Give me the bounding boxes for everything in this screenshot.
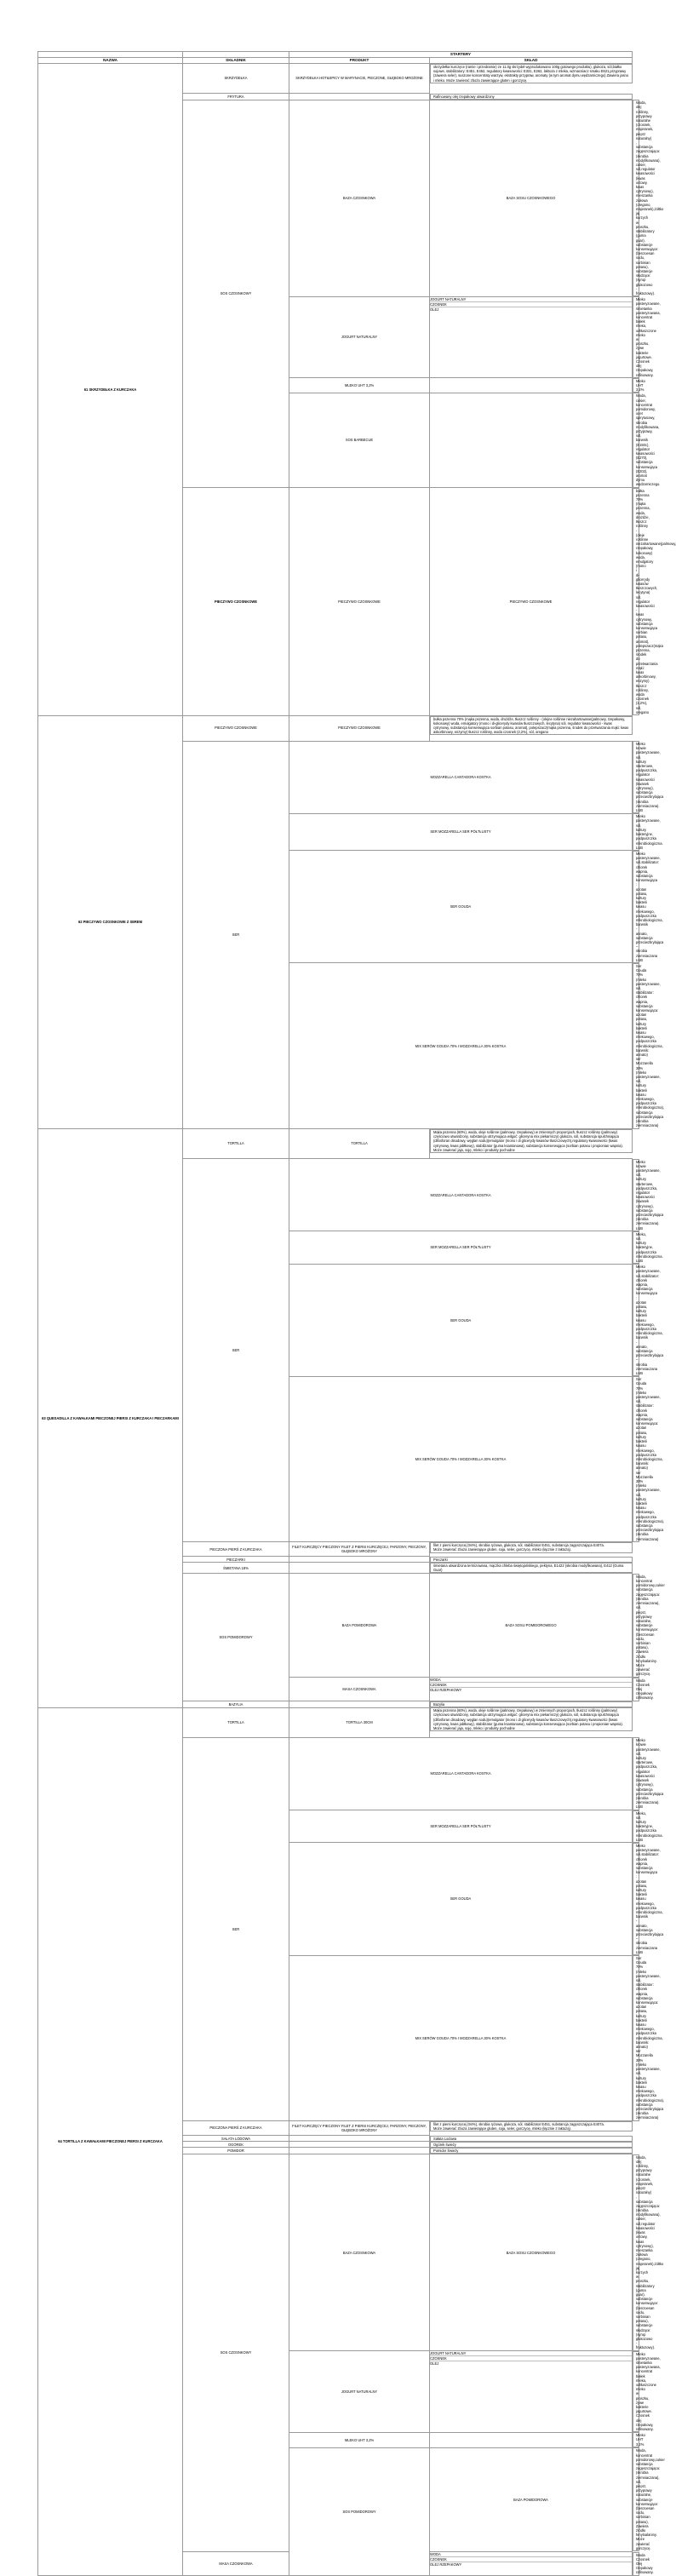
ingredients-text: Rafinowany olej rzepakowy utwardzony: [430, 94, 633, 100]
ingredients-text: Mąka pszenna (60%), woda, oleje roślinne (palmowy, rzepakowy) w zmiennych proporcjach, tłuszcz roślinny (palmowy) częściowo utwardzony, substancja utrzymująca wilgoć: gliceryna mix piekarniczy( glukoza, sól, substancja spulchniająca (difosforan disodowy, węglan sodu)(emulgator (mono i di glicerydy kwasów tłuszczowych),regulatory kwasowości (kwas cytrynowy, kwas jabłkowy), stabilizator (guma ksantanowa), substancja konserwująca (sorbian potasu i propionian wapnia). Może zawierać jaja, soję, mleko i produkty pochodne: [430, 1129, 633, 1153]
ingredients-text: Mleko pasteryzowane, sól, kultury bakteryjne, podpuszczka mikrobiologiczna. LUB: [633, 813, 639, 851]
sub-component-name: BAZA CZOSNKOWA: [289, 2154, 430, 2351]
ingredients-text: Mleko pasteryzowane, sól,stabilizator: chlorek wapnia, substancja konserwująca : azotan potasu, kultury bakterii kwasu mlekowego, podpuszczka mikrobiologiczna, barwnik - annato, substancja przeciwzbrylająca – skrobia ziemniaczana LUB: [633, 851, 639, 963]
product-name: BAZA SOSU CZOSNKOWEGO: [430, 100, 633, 296]
product-name: [289, 2142, 430, 2148]
component-name: PIECZARKI: [183, 1557, 289, 1563]
product-name: [289, 1557, 430, 1563]
product-name: BAZA SOSU CZOSNKOWEGO: [430, 2154, 633, 2351]
product-name: MIX SERÓW GOUDA 70% I MOZZARELLA 30% KOSTKA: [289, 963, 633, 1129]
ingredients-text: Mleko krowie pasteryzowane, sól, kultury starterowe, podpuszczka, regulator kwasowości (kwasek cytrynowy), substancja przeciwzbrylająca (skrobia ziemniaczana). LUB: [633, 1159, 639, 1231]
product-name: [289, 1563, 430, 1574]
sub-component-name: MASA CZOSNKOWA: [183, 2551, 289, 2576]
product-name: [430, 2432, 633, 2447]
ingredients-text: Woda, koncentrat pomidorowy,cukier substancja zagęszczająca: (skrobia ziemniaczana), sól, pieprz, przyprawy naturalne, substancje konserwujące: (benzoesan sodu, sorbinian potasu), Zawiera źródło fenyloalaniny. Może zawierać gorczycę.: [633, 1574, 639, 1678]
ingredients-text: Mąka pszenna (60%), woda, oleje roślinne (palmowy, rzepakowy) w zmiennych proporcjach, tłuszcz roślinny (palmowy) częściowo utwardzony, substancja utrzymująca wilgoć: gliceryna mix piekarniczy( glukoza, sól, substancja spulchniająca (difosforan disodowy, węglan sodu)(emulgator (mono i di glicerydy kwasów tłuszczowych),regulatory kwasowości (kwas cytrynowy, kwas jabłkowy), stabilizator (guma ksantanowa), substancja konserwująca (sorbian potasu i propionian wapnia). Może zawierać jaja, soję, mleko i produkty pochodne: [430, 1707, 633, 1731]
component-name: SOS CZOSNKOWY: [183, 100, 289, 487]
title-row: [38, 52, 633, 58]
sub-component-name: JOGURT NATURALNY: [289, 296, 430, 378]
product-name: FILET KURCZĘCY PIECZONY FILET Z PIERSI KURCZĘCEJ, PARZONY, PIECZONY, GŁĘBOKO MROŻONY: [289, 2121, 430, 2136]
component-name: PIECZONA PIERŚ Z KURCZAKA: [183, 2121, 289, 2136]
component-name: SOS BARBECUE: [289, 393, 430, 487]
product-line: OLEJ RZEPAKOWY: [430, 1688, 462, 1693]
component-name: POMIDOR: [183, 2148, 289, 2154]
dish-name: 64 TORTILLA Z KAWAŁKAMI PIECZONEJ PIERSI Z KURCZAKA: [38, 1707, 183, 2575]
sub-component-name: MASA CZOSNKOWA: [289, 1678, 430, 1701]
col-header-skladnik: SKŁADNIK: [183, 58, 289, 64]
product-line: JOGURT NATURALNY: [430, 2351, 632, 2356]
product-name: [289, 2148, 430, 2154]
ingredients-text: Woda, cukier, koncentrat pomidorowy, ocet spirytusowy, skrobia modyfikowana, przyprawy, sól, barwnik (E150c), regulator kwasowości (E270), substancja konserwująca (E202), aromat dymu wędzarniczego.: [633, 393, 639, 487]
ingredients-text: Ser Gouda 70% (mleko pasteryzowane, sól, stabilizator: chlorek wapnia, substancja konserwująca: azotan potasu, kultury bakterii kwasu mlekowego, podpuszczka mikrobiologiczna, barwnik: annato) ser Mozzarella 30% (mleko pasteryzowane, sól, kultury bakterii kwasu mlekowego, podpuszczka mikrobiologiczna), substancja przeciwzbrylająca (skrobia ziemniaczana): [633, 1955, 639, 2121]
product-line: OLEJ RZEPAKOWY: [430, 2562, 462, 2567]
ingredients-text: Mleko pasteryzowane, śmietanka pasteryzowana, koncentrat białek mleka, odtłuszczone mleko w proszku, żywe bakterie jogurtowe. Czosnek olej rzepakowy, rafinowany.: [633, 296, 639, 378]
product-name: [289, 1701, 430, 1708]
product-line: CZOSNEK: [430, 2557, 632, 2562]
product-name: TORTILLA 30CM: [289, 1707, 430, 1737]
sub-component-name: BAZA POMIDOROWA: [289, 1574, 430, 1678]
component-name: FRYTURA: [183, 94, 289, 100]
ingredients-text: bułka pszenna 70% (mąka pszenna, woda, drożdże, tłuszcz roślinny - (oleje roślinne niezahartowane(palmowy, rzepakowy, kokosowy) woda, emulgatory (mono i di-glicerydy kwasów tłuszczowych, lecytyna) sól, regulator kwasowości - kwas cytrynowy, substancja konserwująca sorbian potasu, aromat), polepszacz(mąka pszenna, środek do przetwarzania mąki: kwas askorbinowy, enzymy) tłuszcz roślinny, woda czosnek (2,2%), sól, oregano: [633, 488, 639, 715]
ingredients-text: śmietana utwardzona termizowana, mączka chleba świętojańskiego, pektyna, E1422 (skrobia modyfikowana), E412 (Guma Guar): [430, 1563, 633, 1573]
ingredients-text: Mleko, sól, kultury bakteryjne, podpuszczka mikrobiologiczna. LUB: [633, 1231, 639, 1264]
component-name: SER: [183, 1737, 289, 2120]
component-name: PIECZYWO CZOSNKOWE: [289, 488, 430, 715]
col-header-nazwa: NAZWA: [38, 58, 183, 64]
ingredients-text: Pieczarki: [430, 1557, 633, 1563]
ingredients-text: Ser Gouda 70% (mleko pasteryzowane, sól, stabilizator: chlorek wapnia, substancja konserwująca: azotan potasu, kultury bakterii kwasu mlekowego, podpuszczka mikrobiologiczna, barwnik: annato) ser Mozzarella 30% (mleko pasteryzowane, sól, kultury bakterii kwasu mlekowego, podpuszczka mikrobiologiczna), substancja przeciwzbrylająca (skrobia ziemniaczana): [633, 963, 639, 1129]
ingredients-text: Woda Czosnek Olej rzepakowy rafinowany.: [633, 1678, 639, 1701]
component-name: TORTILLA: [183, 1129, 289, 1159]
ingredients-table-body: [38, 52, 676, 2576]
col-header-produkt: PRODUKT: [289, 58, 430, 64]
component-name: SKRZYDEŁKA: [183, 64, 289, 94]
product-name: MOZZARELLA CANTADORA KOSTKA: [289, 1159, 633, 1231]
product-name: [430, 1678, 633, 1701]
product-line: WODA: [430, 2552, 632, 2557]
product-name: [430, 2551, 633, 2576]
ingredients-text: Mleko UHT 3,2%: [633, 2432, 639, 2447]
product-name: SKRZYDEŁKA HOT&SPICY W MARYNACIE, PIECZONE, GŁĘBOKO MROŻONE: [289, 64, 430, 94]
dish-name: 61 SKRZYDEŁKA Z KURCZAKA: [38, 64, 183, 716]
product-name: MIX SERÓW GOUDA 70% I MOZZARELLA 30% KOSTKA: [289, 1376, 633, 1542]
product-name: SER MOZZARELLA SER PÓŁTŁUSTY: [289, 1810, 633, 1843]
component-name: PIECZONA PIERŚ Z KURCZAKA: [183, 1542, 289, 1557]
dish-name: 62 PIECZYWO CZOSNKOWE Z SEREM: [38, 715, 183, 1128]
table-row: [38, 1129, 633, 1159]
sub-component-name: JOGURT NATURALNY: [289, 2351, 430, 2433]
dish-name: 63 QUESADILLA Z KAWAŁKAMI PIECZONEJ PIERSI Z KURCZAKA I PIECZARKAMI: [38, 1129, 183, 1708]
ingredients-text: Woda, koncentrat pomidorowy,cukier substancja zagęszczająca: (skrobia ziemniaczana), sól, pieprz, przyprawy naturalne, substancje konserwujące: (benzoesan sodu, sorbinian potasu), Zawiera źródło fenyloalaniny. Może zawierać gorczycę.: [633, 2447, 639, 2551]
component-name: ŚMIETANA 18%: [183, 1563, 289, 1574]
product-name: FILET KURCZĘCY PIECZONY FILET Z PIERSI KURCZĘCEJ, PARZONY, PIECZONY, GŁĘBOKO MROŻONY: [289, 1542, 430, 1557]
component-name: SER: [183, 1159, 289, 1542]
allergen-sheet: [37, 51, 676, 2576]
component-name: BAZYLIA: [183, 1701, 289, 1708]
header-row: [38, 58, 633, 64]
product-line: CZOSNEK: [430, 2356, 632, 2361]
ingredients-text: Woda, olej roślinny, przyprawy naturalne (czosnek, majeranek, pieprz naturalny) , substancja zagęszczająca: (skrobia modyfikowana), cukier, sól,regulator kwasowości (kwas octowy, kwas cytrynowy), mieszanka ziołowa (oregano, majeranek),żółtko jaj kurzych w proszku, stabilizatory (guma guar), substancje konserwujące: (benzoesan sodu, sorbinian potasu), substancje słodzące: (syrop glukozowo - fruktozowy).: [633, 100, 639, 296]
component-name: PIECZYWO CZOSNKOWE: [183, 715, 289, 741]
product-name: SER GOUDA: [289, 1843, 633, 1955]
component-name: SOS POMIDOROWY: [289, 2447, 430, 2575]
sub-component-name: BAZA CZOSNKOWA: [289, 100, 430, 296]
ingredients-text: Ogórek świeży: [430, 2142, 633, 2148]
ingredients-text: Mleko pasteryzowane, sól,stabilizator: chlorek wapnia, substancja konserwująca : azotan potasu, kultury bakterii kwasu mlekowego, podpuszczka mikrobiologiczna, barwnik - annato, substancja przeciwzbrylająca – skrobia ziemniaczana LUB: [633, 1843, 639, 1955]
product-name: [430, 393, 633, 487]
table-title: STARTERY: [289, 52, 633, 58]
ingredients-text: Mleko krowie pasteryzowane, sól, kultury starterowe, podpuszczka, regulator kwasowości (kwasek cytrynowy), substancja przeciwzbrylająca (skrobia ziemniaczana). LUB: [633, 741, 639, 813]
ingredients-text: Mleko pasteryzowane, sól,stabilizator: chlorek wapnia, substancja konserwująca : azotan potasu, kultury bakterii kwasu mlekowego, podpuszczka mikrobiologiczna, barwnik - annato, substancja przeciwzbrylająca – skrobia ziemniaczana LUB: [633, 1264, 639, 1376]
product-name: [430, 2351, 633, 2433]
component-name: SAŁATA LODOWA: [183, 2136, 289, 2142]
sub-component-name: BAZA POMIDOROWA: [430, 2447, 633, 2551]
component-name: SER: [183, 741, 289, 1128]
product-name: MOZZARELLA CANTADORA KOSTKA: [289, 741, 633, 813]
product-name: [289, 94, 430, 100]
component-name: SOS POMIDOROWY: [183, 1574, 289, 1701]
component-name: SOS CZOSNKOWY: [183, 2154, 289, 2551]
ingredients-text: Bazylia: [430, 1701, 633, 1707]
product-name: TORTILLA: [289, 1129, 430, 1159]
product-line: OLEJ: [430, 307, 439, 313]
ingredients-text: Mleko pasteryzowane, śmietanka pasteryzowana, koncentrat białek mleka, odtłuszczone mleko w proszku, żywe bakterie jogurtowe. Czosnek olej rzepakowy, rafinowany.: [633, 2351, 639, 2433]
table-row: [38, 1707, 633, 1737]
ingredients-text: Mleko UHT 3,2%: [633, 378, 639, 393]
product-name: [430, 296, 633, 378]
ingredients-text: filet z piersi kurczęcej (94%), skrobia ryżowa, glukoza, sól, stabilizator E451, substancja zagęszczająca E407a. Może zawierać zboża zawierające gluten, soja, seler, gorczycę, mleko (łącznie z laktozą).: [430, 1542, 633, 1552]
ingredients-text: Pomidor Świeży: [430, 2148, 633, 2154]
ingredients-text: Mleko, sól, kultury bakteryjne, podpuszczka mikrobiologiczna. LUB: [633, 1810, 639, 1843]
table-row: [38, 64, 633, 94]
product-name: PIECZYWO CZOSNKOWE: [289, 715, 430, 741]
ingredients-text: Woda, olej roślinny, przyprawy naturalne (czosnek, majeranek, pieprz naturalny) , substancja zagęszczająca: (skrobia modyfikowana), cukier, sól,regulator kwasowości (kwas octowy, kwas cytrynowy), mieszanka ziołowa (oregano, majeranek),żółtko jaj kurzych w proszku, stabilizatory (guma guar), substancje konserwujące: (benzoesan sodu, sorbinian potasu), substancje słodzące: (syrop glukozowo - fruktozowy).: [633, 2154, 639, 2351]
sub-component-name: MLEKO UHT 3,2%: [289, 2432, 430, 2447]
ingredients-text: skrzydełka kurczęce (ramie i przedramie) ze 11.0g skrzydeł wyprodukowano 100g gotowego produktu), glukoza, sól,białko sojowe, stabilizatory: E451, E452, regulatory kwasowości: E331, E262, laktoza z mleka, wzmacniacz smaku E621,przyprawy (zawiera seler), suszone koncentraty warzyw, ekstrakty przypraw, aromaty (w tym aromat dymu wędzarniczego) Zawiera jasno i mleko. Może zawierać zboża zawierające gluten i gorczycę.: [430, 64, 633, 83]
product-line: WODA: [430, 1678, 632, 1683]
dish-name: PIECZYWO CZOSNKOWE: [183, 488, 289, 715]
product-line: JOGURT NATURALNY: [430, 297, 632, 302]
product-name: [430, 378, 633, 393]
ingredients-text: Woda Czosnek Olej rzepakowy rafinowany.: [633, 2552, 639, 2576]
ingredients-text: Sałata Lodowa: [430, 2136, 633, 2142]
ingredients-text: bułka pszenna 70% (mąka pszenna, woda, drożdże, tłuszcz roślinny - (olejne roślinne niezahartowane(palmowy, rzepakowy, kokosowy) woda, emulgatory (mono i di-glicerydy kwasów tłuszczowych, lecytyna) sól, regulator kwasowości - kwas cytrynowy, substancja konserwująca sorbian potasu, aromat), polepszacz(mąka pszenna, środek do przetwarzania mąki: kwas askorbinowy, enzymy) tłuszcz roślinny, woda czosnek (2,2%), sól, oregano: [430, 716, 633, 736]
ingredients-text: Mleko krowie pasteryzowane, sól, kultury starterowe, podpuszczka, regulator kwasowości (kwasek cytrynowy), substancja przeciwzbrylająca (skrobia ziemniaczana). LUB: [633, 1737, 639, 1810]
product-name: SER MOZZARELLA SER PÓŁTŁUSTY: [289, 1231, 633, 1264]
product-line: CZOSNEK: [430, 302, 632, 307]
col-header-sklad: SKŁAD: [430, 58, 633, 64]
component-name: TORTILLA: [183, 1707, 289, 1737]
product-line: CZOSNEK: [430, 1683, 632, 1688]
product-name: BAZA SOSU POMIDOROWEGO: [430, 1574, 633, 1678]
product-name: [289, 2136, 430, 2142]
product-name: MOZZARELLA CANTADORA KOSTKA: [289, 1737, 633, 1810]
product-name: MIX SERÓW GOUDA 70% I MOZZARELLA 30% KOSTKA: [289, 1955, 633, 2121]
product-name: SER MOZZARELLA SER PÓŁTŁUSTY: [289, 813, 633, 851]
product-line: OLEJ: [430, 2361, 439, 2367]
component-name: OGÓREK: [183, 2142, 289, 2148]
product-name: SER GOUDA: [289, 851, 633, 963]
ingredients-table: [37, 51, 676, 2576]
product-name: PIECZYWO CZOSNKOWE: [430, 488, 633, 715]
ingredients-text: filet z piersi kurczęcej (94%), skrobia ryżowa, glukoza, sól, stabilizator E451, substancja zagęszczająca E407a. Może zawierać zboża zawierające gluten, soja, seler, gorczycę, mleko (łącznie z laktozą).: [430, 2121, 633, 2131]
ingredients-text: Ser Gouda 70% (mleko pasteryzowane, sól, stabilizator: chlorek wapnia, substancja konserwująca: azotan potasu, kultury bakterii kwasu mlekowego, podpuszczka mikrobiologiczna, barwnik: annato) ser Mozzarella 30% (mleko pasteryzowane, sól, kultury bakterii kwasu mlekowego, podpuszczka mikrobiologiczna), substancja przeciwzbrylająca (skrobia ziemniaczana): [633, 1376, 639, 1542]
table-row: [38, 715, 633, 741]
sub-component-name: MLEKO UHT 3,2%: [289, 378, 430, 393]
product-name: SER GOUDA: [289, 1264, 633, 1376]
